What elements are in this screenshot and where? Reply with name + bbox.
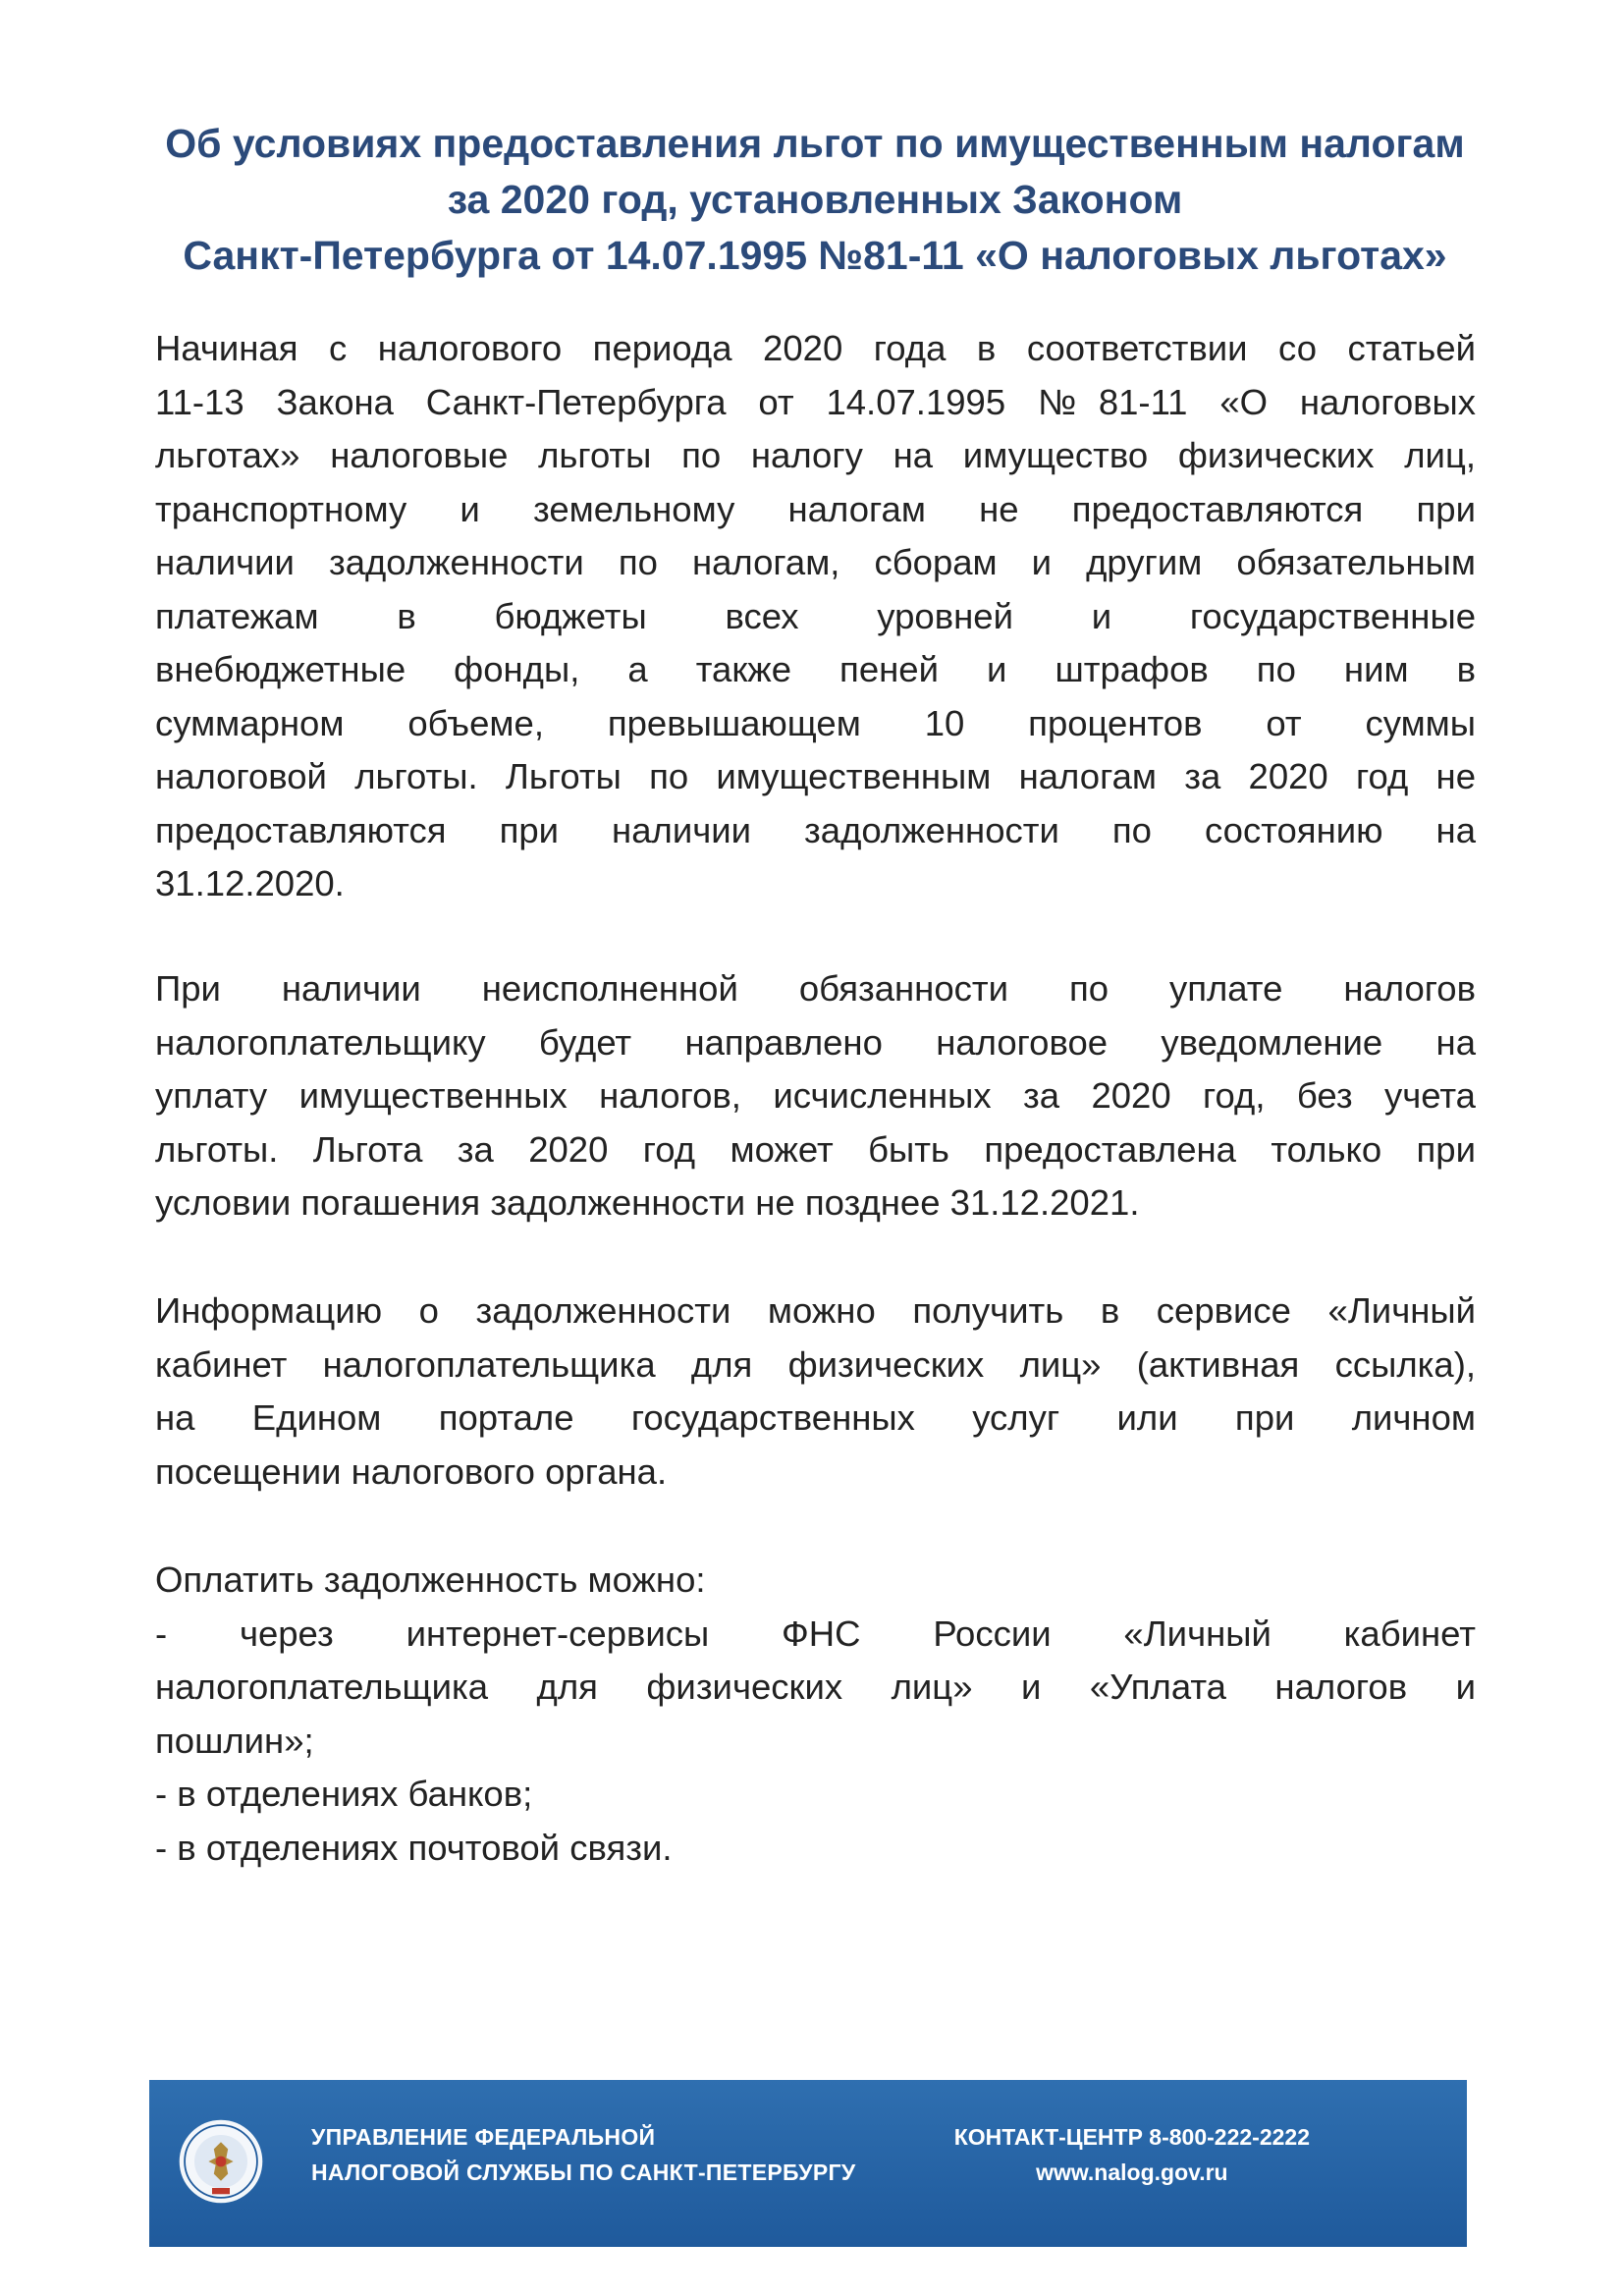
list-item: - через интернет-сервисы ФНС России «Личный кабинет (155, 1613, 1476, 1654)
title-line: Санкт-Петербурга от 14.07.1995 №81-11 «О налоговых льготах» (183, 233, 1447, 278)
text-line: пошлин»; (155, 1720, 314, 1761)
text-line: льготах» налоговые льготы по налогу на имущество физических лиц, (155, 435, 1476, 475)
text-line: 11-13 Закона Санкт-Петербурга от 14.07.1995 №81-11 «О налоговых (155, 381, 1476, 422)
text-line: на Едином портале государственных услуг или при личном (155, 1397, 1476, 1438)
text-line: посещении налогового органа. (155, 1450, 668, 1492)
list-item: - в отделениях банков; (155, 1774, 533, 1814)
title-line: за 2020 год, установленных Законом (447, 177, 1183, 222)
org-line: НАЛОГОВОЙ СЛУЖБЫ ПО САНКТ-ПЕТЕРБУРГУ (311, 2159, 856, 2185)
text-line: суммарном объеме, превышающем 10 процентов от суммы (155, 702, 1476, 743)
text-line: предоставляются при наличии задолженности по состоянию на (155, 809, 1476, 850)
document-title (147, 116, 1483, 284)
organization-name (311, 2119, 855, 2190)
text-line: платежам в бюджеты всех уровней и государственные (155, 595, 1476, 636)
paragraph-unpaid-obligation (155, 962, 1476, 1230)
text-line: внебюджетные фонды, а также пеней и штрафов по ним в (155, 649, 1476, 689)
contact-info (954, 2119, 1310, 2190)
text-line: 31.12.2020. (155, 863, 345, 903)
text-line: наличии задолженности по налогам, сборам и другим обязательным (155, 542, 1476, 582)
text-line: Оплатить задолженность можно: (155, 1559, 706, 1600)
text-line: налоговой льготы. Льготы по имущественным налогам за 2020 год не (155, 756, 1476, 796)
text-line: условии погашения задолженности не позднее 31.12.2021. (155, 1182, 1140, 1223)
text-line: Информацию о задолженности можно получить в сервисе «Личный (155, 1290, 1476, 1331)
contact-center-phone: КОНТАКТ-ЦЕНТР 8-800-222-2222 (953, 2124, 1310, 2150)
org-line: УПРАВЛЕНИЕ ФЕДЕРАЛЬНОЙ (311, 2124, 656, 2150)
title-line: Об условиях предоставления льгот по имущественным налогам (165, 121, 1465, 166)
text-line: кабинет налогоплательщика для физических лиц» (активная ссылка), (155, 1343, 1476, 1385)
paragraph-payment-methods (155, 1554, 1476, 1875)
text-line: налогоплательщику будет направлено налоговое уведомление на (155, 1021, 1476, 1063)
list-item: - в отделениях почтовой связи. (155, 1827, 673, 1868)
fns-emblem-icon (177, 2117, 265, 2206)
text-line: транспортному и земельному налогам не предоставляются при (155, 488, 1476, 529)
text-line: льготы. Льгота за 2020 год может быть предоставлена только при (155, 1128, 1476, 1170)
paragraph-tax-benefits-conditions (155, 322, 1476, 911)
footer-banner (149, 2080, 1467, 2247)
paragraph-debt-information (155, 1285, 1476, 1499)
text-line: Начиная с налогового периода 2020 года в соответствии со статьей (155, 328, 1476, 368)
text-line: налогоплательщика для физических лиц» и «Уплата налогов и (155, 1667, 1476, 1707)
text-line: уплату имущественных налогов, исчисленных за 2020 год, без учета (155, 1075, 1476, 1116)
website-link[interactable]: www.nalog.gov.ru (1036, 2159, 1228, 2185)
text-line: При наличии неисполненной обязанности по уплате налогов (155, 968, 1476, 1009)
